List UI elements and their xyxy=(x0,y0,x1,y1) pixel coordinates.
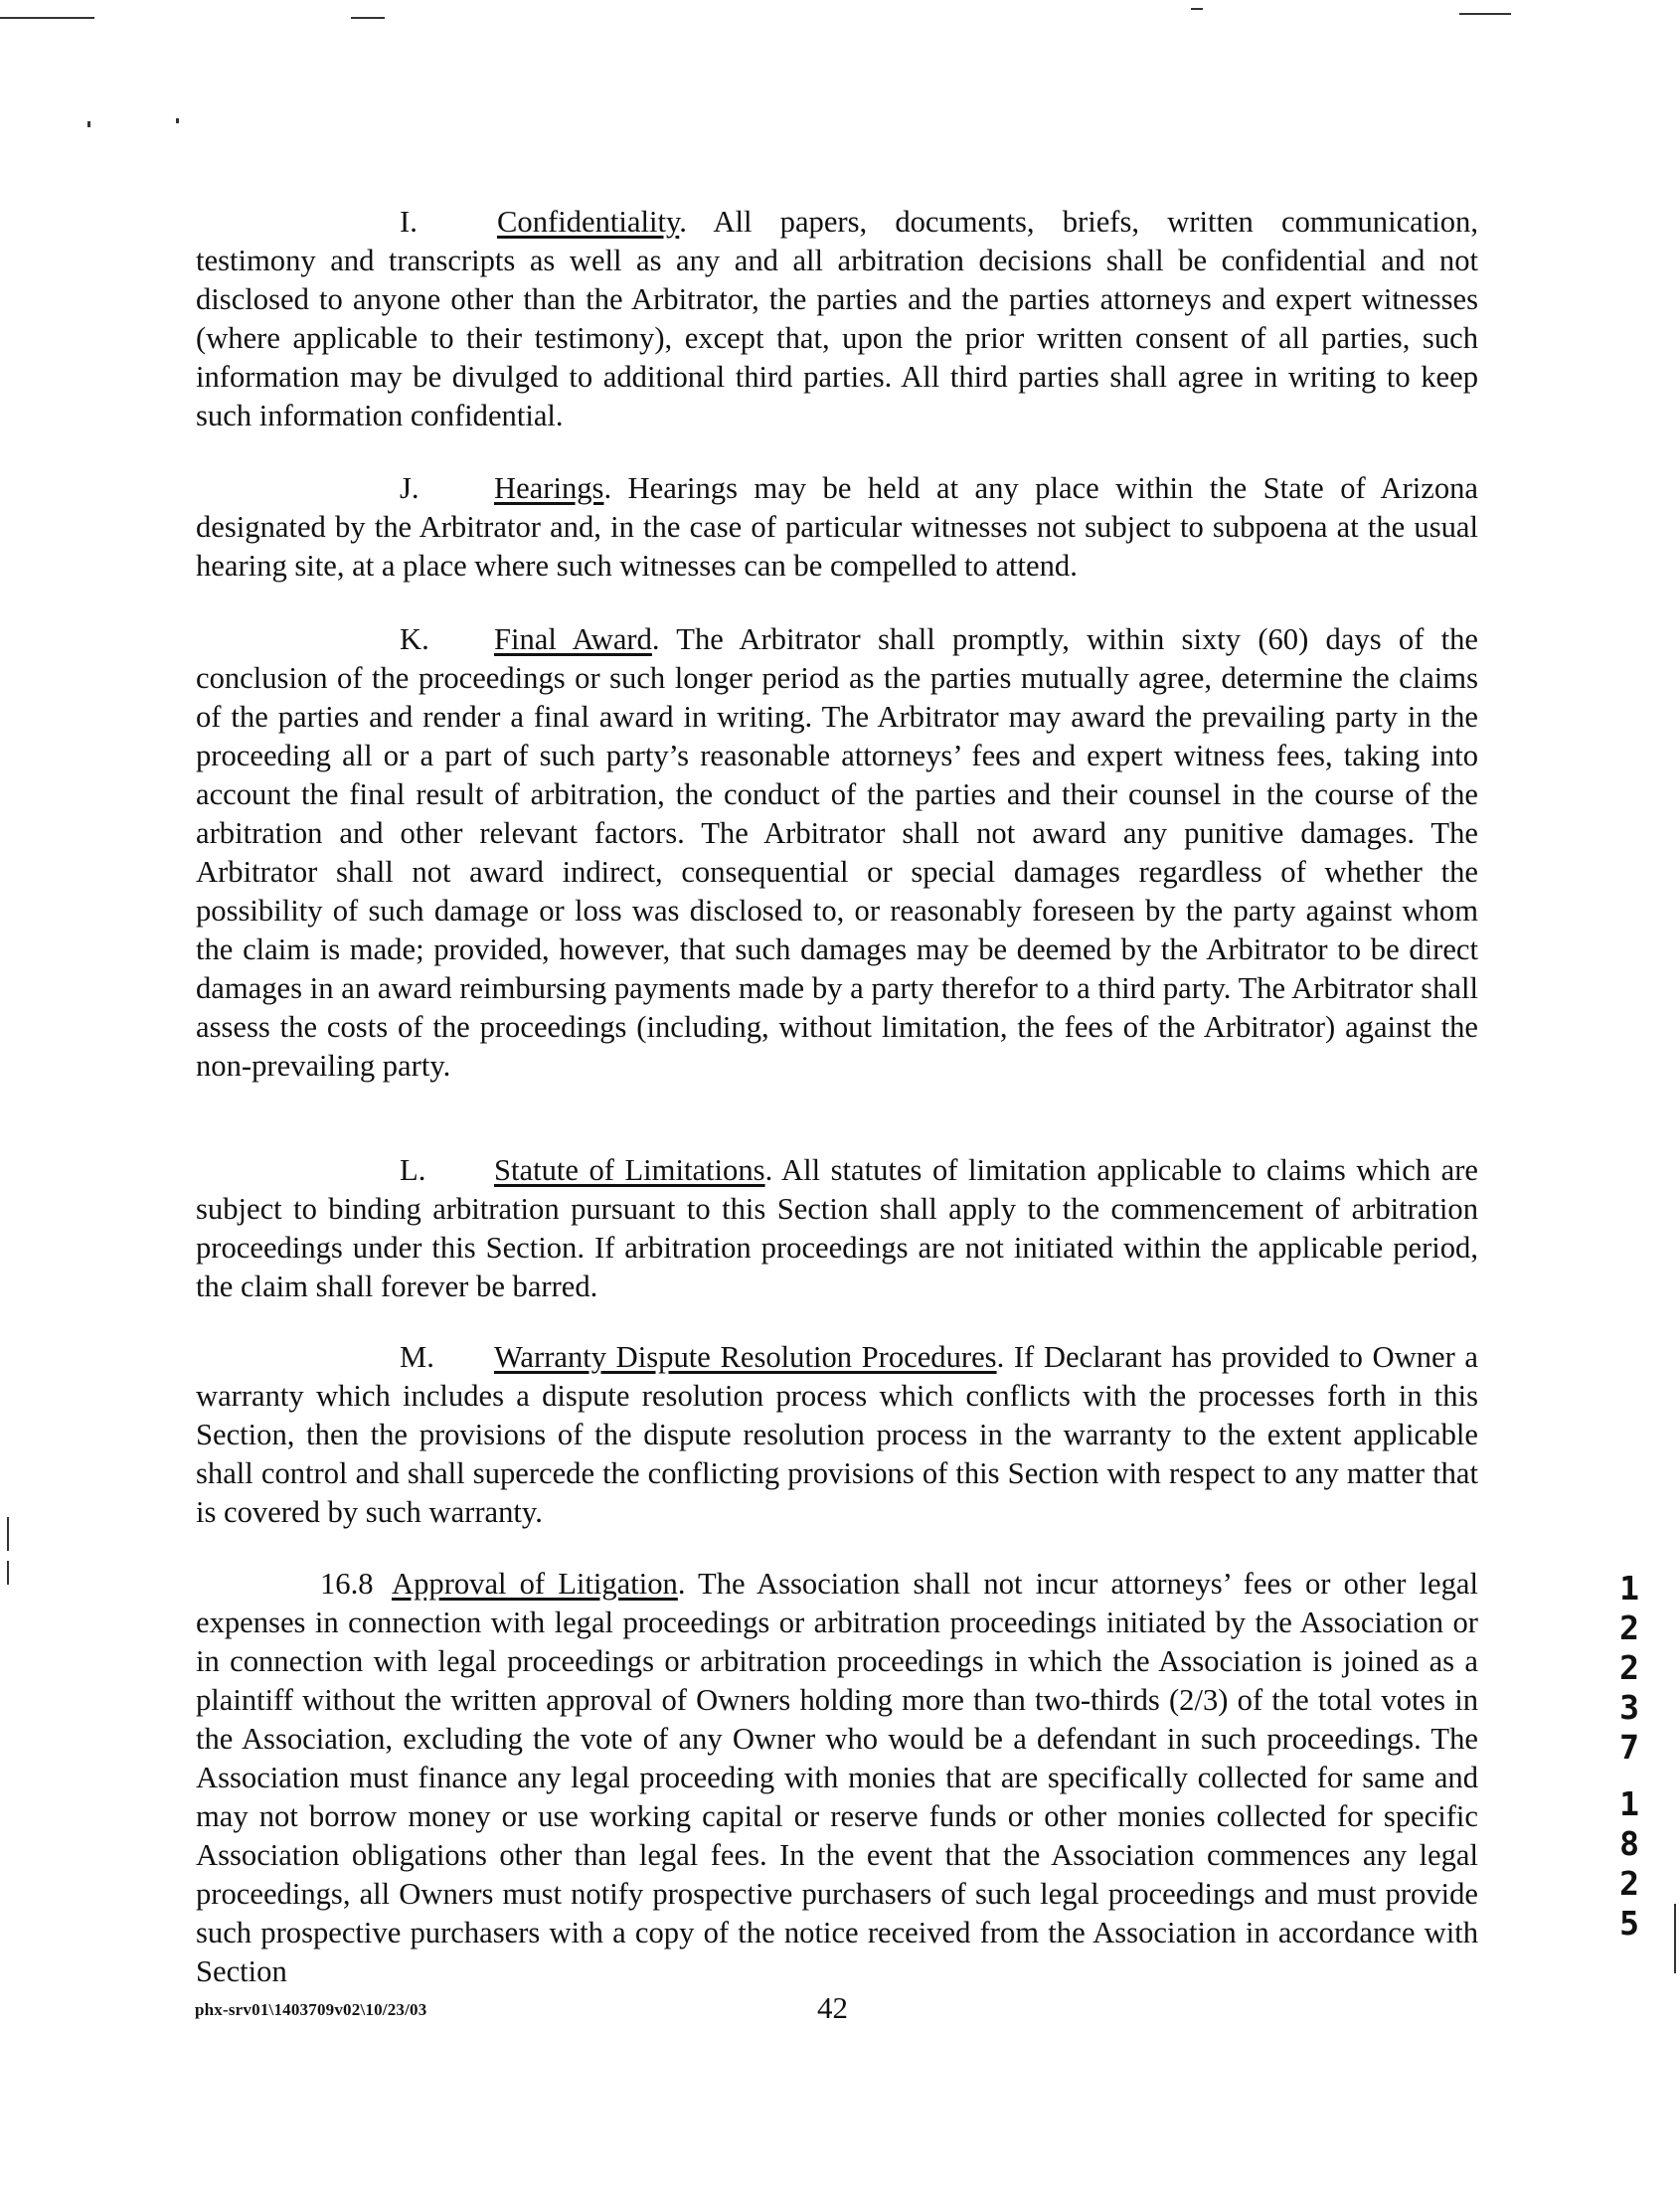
section-j-hearings xyxy=(196,469,1478,586)
page-number: 42 xyxy=(817,1990,848,2025)
scan-artifact-right-bar xyxy=(1674,1904,1676,1973)
scan-artifact-left-bar-2 xyxy=(7,1561,9,1585)
recording-stamp-lower xyxy=(1615,1784,1643,1944)
section-heading: Warranty Dispute Resolution Procedures xyxy=(494,1340,997,1374)
section-label: J. xyxy=(400,471,420,505)
recording-stamp-upper xyxy=(1615,1569,1643,1768)
scan-artifact-top-right xyxy=(1459,13,1511,15)
stamp-digit: 2 xyxy=(1619,1648,1639,1687)
stamp-digit: 2 xyxy=(1619,1608,1639,1647)
scan-artifact-top-left-2 xyxy=(351,17,385,19)
scan-artifact-left-bar-1 xyxy=(7,1517,9,1551)
section-body: . All papers, documents, briefs, written communication, testimony and transcripts as well as any and all arbitration decisions shall be confidential and not disclosed to anyone other than the Arbitrator, the parties and the parties attorneys and expert witnesses (where applicable to their testimony), except that, upon the prior written consent of all parties, such information may be divulged to additional third parties. All third parties shall agree in writing to keep such information confidential. xyxy=(196,205,1478,432)
section-body: . All statutes of limitation applicable to claims which are subject to binding arbitration pursuant to this Section shall apply to the commencement of arbitration proceedings under this Section. If arbitration proceedings are not initiated within the applicable period, the claim shall forever be barred. xyxy=(196,1153,1478,1303)
section-l-statute-of-limitations xyxy=(196,1151,1478,1306)
section-body: . The Association shall not incur attorneys’ fees or other legal expenses in connection with legal proceedings or arbitration proceedings initiated by the Association or in connection with legal proceedings or arbitration proceedings in which the Association is joined as a plaintiff without the written approval of Owners holding more than two-thirds (2/3) of the total votes in the Association, excluding the vote of any Owner who would be a defendant in such proceedings. The Association must finance any legal proceeding with monies that are specifically collected for same and may not borrow money or use working capital or reserve funds or other monies collected for specific Association obligations other than legal fees. In the event that the Association commences any legal proceedings, all Owners must notify prospective purchasers of such legal proceedings and must provide such prospective purchasers with a copy of the notice received from the Association in accordance with Section xyxy=(196,1567,1478,1988)
section-heading: Approval of Litigation xyxy=(392,1567,678,1601)
section-16-8-approval-of-litigation xyxy=(196,1565,1478,1991)
section-m-warranty-dispute-resolution xyxy=(196,1338,1478,1532)
stamp-digit: 2 xyxy=(1619,1864,1639,1903)
section-label: I. xyxy=(400,205,418,239)
scan-artifact-dot-2 xyxy=(176,118,179,123)
section-heading: Statute of Limitations xyxy=(494,1153,765,1187)
section-heading: Final Award xyxy=(494,622,652,656)
section-label: 16.8 xyxy=(320,1567,374,1601)
scan-artifact-top-mid xyxy=(1191,8,1203,10)
section-body: . If Declarant has provided to Owner a warranty which includes a dispute resolution process which conflicts with the processes forth in this Section, then the provisions of the dispute resolution process in the warranty to the extent applicable shall control and shall supercede the conflicting provisions of this Section with respect to any matter that is covered by such warranty. xyxy=(196,1340,1478,1529)
scan-artifact-dot-1 xyxy=(87,121,90,127)
section-i-confidentiality xyxy=(196,203,1478,435)
stamp-digit: 5 xyxy=(1619,1904,1639,1943)
stamp-digit: 1 xyxy=(1619,1569,1639,1608)
stamp-digit: 8 xyxy=(1619,1824,1639,1863)
section-k-final-award xyxy=(196,620,1478,1086)
stamp-digit: 1 xyxy=(1619,1784,1639,1823)
stamp-digit: 3 xyxy=(1619,1688,1639,1727)
section-body: . Hearings may be held at any place within the State of Arizona designated by the Arbitrator and, in the case of particular witnesses not subject to subpoena at the usual hearing site, at a place where such witnesses can be compelled to attend. xyxy=(196,471,1478,583)
section-label: L. xyxy=(400,1153,426,1187)
footer-document-id: phx-srv01\1403709v02\10/23/03 xyxy=(195,2000,427,2019)
section-heading: Confidentiality xyxy=(497,205,680,239)
section-body: . The Arbitrator shall promptly, within sixty (60) days of the conclusion of the proceedings or such longer period as the parties mutually agree, determine the claims of the parties and render a final award in writing. The Arbitrator may award the prevailing party in the proceeding all or a part of such party’s reasonable attorneys’ fees and expert witness fees, taking into account the final result of arbitration, the conduct of the parties and their counsel in the course of the arbitration and other relevant factors. The Arbitrator shall not award any punitive damages. The Arbitrator shall not award indirect, consequential or special damages regardless of whether the possibility of such damage or loss was disclosed to, or reasonably foreseen by the party against whom the claim is made; provided, however, that such damages may be deemed by the Arbitrator to be direct damages in an award reimbursing payments made by a party therefor to a third party. The Arbitrator shall assess the costs of the proceedings (including, without limitation, the fees of the Arbitrator) against the non-prevailing party. xyxy=(196,622,1478,1083)
stamp-digit: 7 xyxy=(1619,1728,1639,1767)
section-heading: Hearings xyxy=(494,471,604,505)
section-label: K. xyxy=(400,622,429,656)
scan-artifact-top-left xyxy=(0,17,94,19)
section-label: M. xyxy=(400,1340,434,1374)
